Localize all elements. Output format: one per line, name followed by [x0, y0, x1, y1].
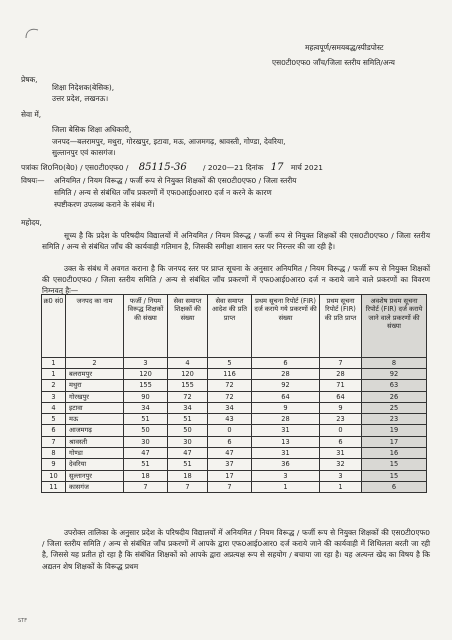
district-name-cell: गोण्डा — [66, 448, 124, 459]
district-name-cell: आजमगढ़ — [66, 425, 124, 436]
table-cell: 63 — [362, 380, 427, 391]
table-cell: 0 — [320, 425, 362, 436]
table-cell: 47 — [208, 448, 252, 459]
table-cell: 64 — [320, 391, 362, 402]
table-row — [42, 448, 427, 459]
footer-mark: STF — [18, 618, 28, 624]
table-row — [42, 470, 427, 481]
table-cell: 155 — [168, 380, 208, 391]
date-rest: मार्च 2021 — [290, 163, 324, 172]
ref-number-handwritten: 85115-36 — [138, 162, 187, 173]
table-row — [42, 391, 427, 402]
table-cell: 7 — [42, 436, 66, 447]
table-cell: 25 — [362, 402, 427, 413]
table-cell: 72 — [168, 391, 208, 402]
reference-line — [21, 163, 323, 173]
subject-label: विषयः— — [21, 176, 45, 185]
table-cell: 120 — [124, 369, 168, 380]
index-cell: 7 — [320, 358, 362, 369]
table-cell: 17 — [208, 470, 252, 481]
table-cell: 71 — [320, 380, 362, 391]
table-cell: 13 — [252, 436, 320, 447]
table-cell: 72 — [208, 380, 252, 391]
table-cell: 34 — [168, 402, 208, 413]
table-cell: 3 — [42, 391, 66, 402]
table-cell: 51 — [168, 459, 208, 470]
table-cell: 6 — [208, 436, 252, 447]
to-name: जिला बेसिक शिक्षा अधिकारी, — [52, 125, 132, 134]
table-cell: 47 — [124, 448, 168, 459]
table-cell: 19 — [362, 425, 427, 436]
table-cell: 155 — [124, 380, 168, 391]
header-cell: सेवा समाप्त आदेश की प्रति प्राप्त — [208, 295, 252, 358]
table-cell: 30 — [124, 436, 168, 447]
ref-suffix: / 2020—21 दिनांक — [203, 163, 264, 172]
header-cell: अवशेष प्रथम सूचना रिपोर्ट (FIR) दर्ज कराये जाने वाले प्रकरणों की संख्या — [362, 295, 427, 358]
table-cell: 6 — [320, 436, 362, 447]
table-row — [42, 481, 427, 492]
table-cell: 15 — [362, 459, 427, 470]
table-cell: 51 — [168, 414, 208, 425]
ref-prefix: पत्रांकः शि0नि0(बे0) / एस0टी0एफ0 / — [21, 163, 129, 172]
table-row — [42, 459, 427, 470]
table-cell: 1 — [320, 481, 362, 492]
index-cell: 5 — [208, 358, 252, 369]
table-cell: 6 — [362, 481, 427, 492]
index-cell: 2 — [66, 358, 124, 369]
table-cell: 51 — [124, 414, 168, 425]
table-cell: 10 — [42, 470, 66, 481]
fir-status-table — [41, 294, 427, 493]
district-name-cell: देवरिया — [66, 459, 124, 470]
header-cell: फर्जी / नियम विरूद्ध शिक्षकों की संख्या — [124, 295, 168, 358]
table-cell: 18 — [168, 470, 208, 481]
table-cell: 47 — [168, 448, 208, 459]
district-name-cell: श्रावस्ती — [66, 436, 124, 447]
table-row — [42, 380, 427, 391]
table-cell: 9 — [42, 459, 66, 470]
table-cell: 28 — [320, 369, 362, 380]
subject-line1: अनियमित / नियम विरूद्ध / फर्जी रूप से नियुक्त शिक्षकों की एस0टी0एफ0 / जिला स्तरीय — [54, 176, 297, 185]
table-row — [42, 402, 427, 413]
to-label: सेवा में, — [21, 110, 42, 119]
table-cell: 4 — [42, 402, 66, 413]
from-name: शिक्षा निदेशक(बेसिक), — [52, 83, 115, 92]
table-cell: 17 — [362, 436, 427, 447]
table-cell: 50 — [168, 425, 208, 436]
paragraph-intro: सूच्य है कि प्रदेश के परिषदीय विद्यालयों में अनियमित / नियम विरूद्ध / फर्जी रूप से नियुक्त शिक्षकों की एस0टी0एफ0 / जिला स्तरीय समिति / अन्य से संबंधित जाँच की कार्यवाही गतिमान है, जिसकी समीक्षा शासन स्तर पर निरन्तर की जा रही है। — [42, 231, 430, 252]
district-name-cell: मथुरा — [66, 380, 124, 391]
table-cell: 34 — [208, 402, 252, 413]
table-index-row — [42, 358, 427, 369]
table-cell: 7 — [208, 481, 252, 492]
table-cell: 1 — [252, 481, 320, 492]
table-cell: 2 — [42, 380, 66, 391]
district-name-cell: कासगंज — [66, 481, 124, 492]
table-cell: 51 — [124, 459, 168, 470]
table-cell: 5 — [42, 414, 66, 425]
table-cell: 9 — [252, 402, 320, 413]
index-cell: 4 — [168, 358, 208, 369]
table-cell: 18 — [124, 470, 168, 481]
from-label: प्रेषक, — [21, 75, 38, 84]
table-cell: 26 — [362, 391, 427, 402]
table-cell: 31 — [320, 448, 362, 459]
header-cell: जनपद का नाम — [66, 295, 124, 358]
table-cell: 34 — [124, 402, 168, 413]
table-cell: 36 — [252, 459, 320, 470]
table-cell: 90 — [124, 391, 168, 402]
district-name-cell: गोरखपुर — [66, 391, 124, 402]
district-name-cell: बलरामपुर — [66, 369, 124, 380]
table-cell: 7 — [168, 481, 208, 492]
table-cell: 28 — [252, 414, 320, 425]
table-cell: 3 — [252, 470, 320, 481]
table-row — [42, 414, 427, 425]
table-cell: 1 — [42, 369, 66, 380]
table-cell: 92 — [252, 380, 320, 391]
table-cell: 8 — [42, 448, 66, 459]
corner-mark — [24, 26, 40, 40]
table-cell: 92 — [362, 369, 427, 380]
header-priority-line: महत्वपूर्ण/समयबद्ध/स्पीडपोस्ट — [305, 43, 384, 52]
subject-line2: समिति / अन्य से संबंधित जाँच प्रकरणों में एफ0आई0आर0 दर्ज न करने के कारण — [54, 188, 272, 197]
subject-line3: स्पष्टीकरण उपलब्ध कराने के संबंध में। — [54, 200, 155, 209]
to-districts-line2: सुल्तानपुर एवं कासगंज। — [52, 148, 116, 157]
table-cell: 116 — [208, 369, 252, 380]
table-cell: 64 — [252, 391, 320, 402]
from-place: उत्तर प्रदेश, लखनऊ। — [52, 94, 109, 103]
district-name-cell: मऊ — [66, 414, 124, 425]
table-cell: 23 — [320, 414, 362, 425]
header-category-line: एस0टी0एफ0 जाँच/जिला स्तरीय समिति/अन्य — [272, 58, 395, 67]
table-row — [42, 436, 427, 447]
date-day-handwritten: 17 — [270, 162, 284, 173]
paragraph-conclusion: उपरोक्त तालिका के अनुसार प्रदेश के परिषदीय विद्यालयों में अनियमित / नियम विरूद्ध / फर्जी रूप से नियुक्त शिक्षकों की एस0टी0एफ0 / जिला स्तरीय समिति / अन्य से संबंधित जाँच प्रकरणों में आपके द्वारा एफ0आई0आर0 दर्ज कराये जाने की कार्यवाही में शिथिलता बरती जा रही है, जिससे यह प्रतीत हो रहा है कि संबंधित शिक्षकों को आपके द्वारा अप्रत्यक्ष रूप से सहयोग / बचाया जा रहा है। यह अत्यन्त खेद का विषय है कि अद्यतन शेष शिक्षकों के विरूद्ध प्रथम — [42, 528, 430, 571]
table-cell: 72 — [208, 391, 252, 402]
table-cell: 0 — [208, 425, 252, 436]
table-cell: 32 — [320, 459, 362, 470]
table-cell: 16 — [362, 448, 427, 459]
table-cell: 15 — [362, 470, 427, 481]
table-header-row — [42, 295, 427, 358]
paragraph-details: उक्त के संबंध में अवगत कराना है कि जनपद स्तर पर प्राप्त सूचना के अनुसार अनियमित / नियम विरूद्ध / फर्जी रूप से नियुक्त शिक्षकों की एस0टी0एफ0 / जिला स्तरीय समिति / अन्य से संबंधित जाँच प्रकरणों में एफ0आई0आर0 दर्ज न कराये जाने वाले प्रकरणों का विवरण निम्नवत् हैः— — [42, 264, 430, 296]
index-cell: 6 — [252, 358, 320, 369]
header-cell: प्रथम सूचना रिपोर्ट (FIR) दर्ज कराये गये प्रकरणों की संख्या — [252, 295, 320, 358]
table-cell: 3 — [320, 470, 362, 481]
district-name-cell: सुल्तानपुर — [66, 470, 124, 481]
table-cell: 31 — [252, 448, 320, 459]
table-cell: 31 — [252, 425, 320, 436]
table-cell: 37 — [208, 459, 252, 470]
table-cell: 11 — [42, 481, 66, 492]
table-cell: 6 — [42, 425, 66, 436]
index-cell: 8 — [362, 358, 427, 369]
table-cell: 50 — [124, 425, 168, 436]
table-row — [42, 425, 427, 436]
table-cell: 28 — [252, 369, 320, 380]
to-districts-line1: जनपद—बलरामपुर, मथुरा, गोरखपुर, इटावा, मऊ, आजमगढ़, श्रावस्ती, गोण्डा, देवरिया, — [52, 137, 286, 146]
header-cell: सेवा समाप्त शिक्षकों की संख्या — [168, 295, 208, 358]
table-cell: 9 — [320, 402, 362, 413]
salutation: महोदय, — [21, 218, 42, 227]
table-row — [42, 369, 427, 380]
table-cell: 7 — [124, 481, 168, 492]
index-cell: 1 — [42, 358, 66, 369]
district-name-cell: इटावा — [66, 402, 124, 413]
header-cell: क्र0 सं0 — [42, 295, 66, 358]
table-cell: 23 — [362, 414, 427, 425]
table-cell: 43 — [208, 414, 252, 425]
header-cell: प्रथम सूचना रिपोर्ट (FIR) की प्रति प्राप्त — [320, 295, 362, 358]
index-cell: 3 — [124, 358, 168, 369]
table-cell: 120 — [168, 369, 208, 380]
table-cell: 30 — [168, 436, 208, 447]
